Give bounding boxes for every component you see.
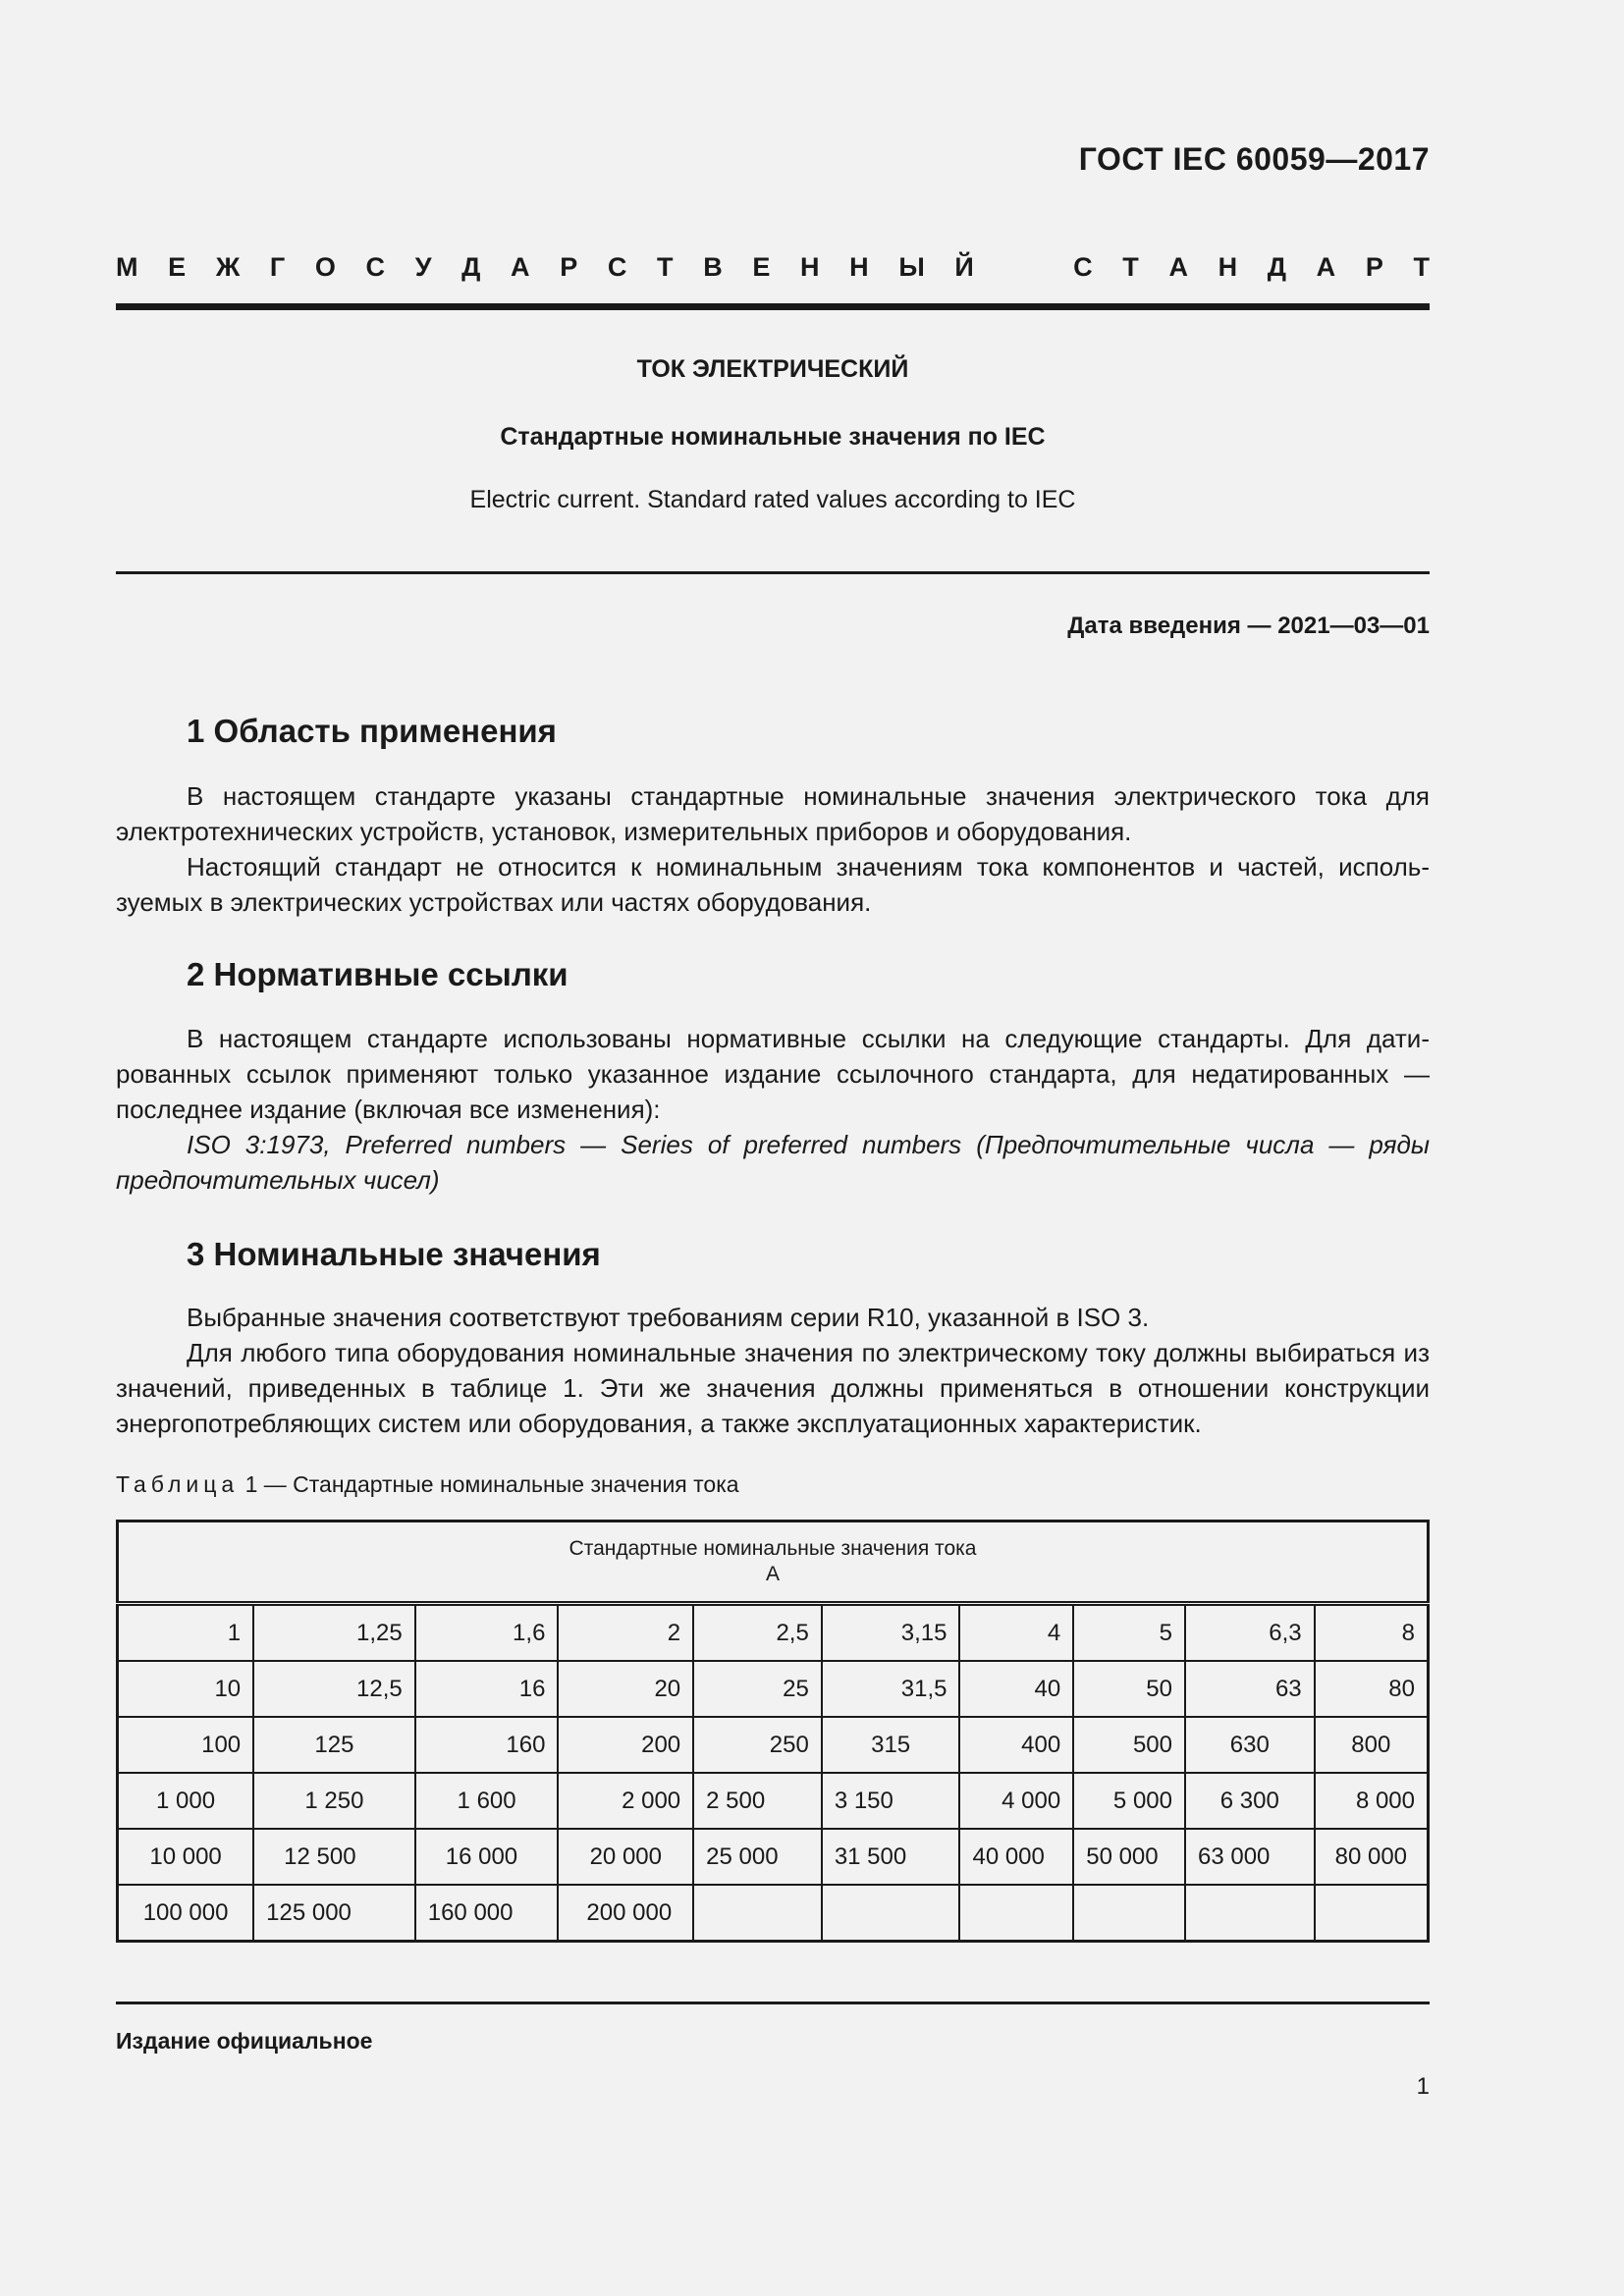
paragraph: Для любого типа оборудования номинальные значения по электрическому току должны выбираться из значений, приведенных в таблице 1. Эти же значения должны применяться в отношении конструкции энергопотребляющих систем или оборудования, а также эксплуатационных характеристик. bbox=[116, 1338, 1430, 1438]
table-cell: 5 000 bbox=[1073, 1773, 1185, 1829]
interstate-standard-banner bbox=[116, 247, 1430, 287]
banner-letter: Т bbox=[1413, 251, 1430, 282]
official-edition-label: Издание официальное bbox=[116, 2028, 373, 2054]
table-cell: 8 000 bbox=[1315, 1773, 1429, 1829]
table-cell: 1 000 bbox=[118, 1773, 254, 1829]
table-cell: 4 000 bbox=[959, 1773, 1073, 1829]
banner-letter: У bbox=[414, 251, 432, 282]
paragraph: В настоящем стандарте указаны стандартные номинальные значения электрического тока для электротехнических устройств, установок, измерительных приборов и оборудования. bbox=[116, 781, 1430, 846]
banner-letter: Д bbox=[461, 251, 481, 282]
standard-code: ГОСТ IEC 60059—2017 bbox=[1078, 141, 1430, 177]
table-cell: 1,25 bbox=[253, 1604, 415, 1662]
banner-letter: Р bbox=[1365, 251, 1383, 282]
table-cell: 12,5 bbox=[253, 1661, 415, 1717]
header-divider bbox=[116, 303, 1430, 310]
table-cell: 63 bbox=[1185, 1661, 1315, 1717]
paragraph: Выбранные значения соответствуют требованиям серии R10, указанной в ISO 3. bbox=[187, 1303, 1150, 1332]
table-cell: 2 bbox=[558, 1604, 693, 1662]
banner-letter: М bbox=[116, 251, 138, 282]
table-cell: 8 bbox=[1315, 1604, 1429, 1662]
table-cell bbox=[822, 1885, 960, 1942]
table-caption-text: 1 — Стандартные номинальные значения тока bbox=[239, 1471, 739, 1497]
banner-letter: Й bbox=[954, 251, 974, 282]
table-cell: 1 250 bbox=[253, 1773, 415, 1829]
table-cell: 125 000 bbox=[253, 1885, 415, 1942]
banner-letter: Т bbox=[657, 251, 674, 282]
banner-letter: С bbox=[365, 251, 386, 282]
table-cell bbox=[959, 1885, 1073, 1942]
introduction-date: Дата введения — 2021—03—01 bbox=[1067, 613, 1430, 639]
table-cell: 80 bbox=[1315, 1661, 1429, 1717]
table-cell: 16 bbox=[415, 1661, 559, 1717]
table-cell: 160 bbox=[415, 1717, 559, 1773]
table-cell: 400 bbox=[959, 1717, 1073, 1773]
section-heading-references: 2 Нормативные ссылки bbox=[187, 956, 568, 992]
table-row bbox=[118, 1773, 1429, 1829]
table-cell: 3 150 bbox=[822, 1773, 960, 1829]
banner-letter: Т bbox=[1122, 251, 1139, 282]
table-cell: 10 bbox=[118, 1661, 254, 1717]
banner-letter: Р bbox=[560, 251, 578, 282]
title-divider bbox=[116, 571, 1430, 574]
table-cell: 500 bbox=[1073, 1717, 1185, 1773]
table-cell: 200 bbox=[558, 1717, 693, 1773]
table-cell: 100 bbox=[118, 1717, 254, 1773]
table-cell: 80 000 bbox=[1315, 1829, 1429, 1885]
table-cell: 20 bbox=[558, 1661, 693, 1717]
banner-letter: Н bbox=[1218, 251, 1238, 282]
table-cell bbox=[1315, 1885, 1429, 1942]
paragraph: В настоящем стандарте использованы нормативные ссылки на следующие стандарты. Для датированных ссылок применяют только указанное издание ссылочного стандарта, для недатированных — последнее издание (включая все изменения): bbox=[116, 1024, 1430, 1124]
table-cell: 200 000 bbox=[558, 1885, 693, 1942]
table-cell: 6,3 bbox=[1185, 1604, 1315, 1662]
table-row bbox=[118, 1661, 1429, 1717]
banner-letter: Н bbox=[849, 251, 869, 282]
table-header bbox=[118, 1522, 1429, 1604]
reference-iso3: ISO 3:1973, Preferred numbers — Series of preferred numbers (Предпочтительные числа — ряды предпочтительных чисел) bbox=[116, 1130, 1430, 1195]
footer-divider bbox=[116, 2002, 1430, 2004]
table-cell: 1,6 bbox=[415, 1604, 559, 1662]
banner-letter: С bbox=[607, 251, 627, 282]
table-cell: 16 000 bbox=[415, 1829, 559, 1885]
table-row bbox=[118, 1829, 1429, 1885]
banner-letter: Ы bbox=[898, 251, 925, 282]
section-heading-rated-values: 3 Номинальные значения bbox=[187, 1236, 601, 1272]
table-row bbox=[118, 1885, 1429, 1942]
banner-letter: О bbox=[314, 251, 336, 282]
table-cell: 31,5 bbox=[822, 1661, 960, 1717]
table-cell: 25 000 bbox=[693, 1829, 822, 1885]
page-number: 1 bbox=[1416, 2073, 1430, 2100]
table-cell: 3,15 bbox=[822, 1604, 960, 1662]
table-cell: 50 000 bbox=[1073, 1829, 1185, 1885]
table-cell: 50 bbox=[1073, 1661, 1185, 1717]
document-subtitle: Стандартные номинальные значения по IEC bbox=[500, 423, 1046, 451]
table-cell: 40 bbox=[959, 1661, 1073, 1717]
table-cell: 40 000 bbox=[959, 1829, 1073, 1885]
table-cell: 5 bbox=[1073, 1604, 1185, 1662]
paragraph: Настоящий стандарт не относится к номинальным значениям тока компонентов и частей, используемых в электрических устройствах или частях оборудования. bbox=[116, 852, 1430, 917]
table-row bbox=[118, 1604, 1429, 1662]
table-cell bbox=[1073, 1885, 1185, 1942]
banner-letter: Г bbox=[269, 251, 286, 282]
table-cell: 4 bbox=[959, 1604, 1073, 1662]
table-cell: 2,5 bbox=[693, 1604, 822, 1662]
banner-letter: Ж bbox=[215, 251, 241, 282]
table-cell: 63 000 bbox=[1185, 1829, 1315, 1885]
table-cell: 1 bbox=[118, 1604, 254, 1662]
banner-letter: А bbox=[1168, 251, 1188, 282]
table-cell: 160 000 bbox=[415, 1885, 559, 1942]
banner-letter: Д bbox=[1267, 251, 1287, 282]
table-header-unit: А bbox=[765, 1563, 780, 1585]
table-header-row bbox=[118, 1522, 1429, 1604]
banner-letter: В bbox=[703, 251, 723, 282]
table-cell: 100 000 bbox=[118, 1885, 254, 1942]
document-title: ТОК ЭЛЕКТРИЧЕСКИЙ bbox=[636, 355, 909, 383]
table-caption bbox=[116, 1471, 739, 1498]
table-cell: 20 000 bbox=[558, 1829, 693, 1885]
table-cell: 1 600 bbox=[415, 1773, 559, 1829]
table-caption-label: Таблица bbox=[116, 1471, 240, 1497]
table-cell bbox=[1185, 1885, 1315, 1942]
table-cell: 31 500 bbox=[822, 1829, 960, 1885]
section-heading-scope: 1 Область применения bbox=[187, 713, 557, 749]
table-header-title: Стандартные номинальные значения тока bbox=[568, 1537, 977, 1560]
table-cell: 25 bbox=[693, 1661, 822, 1717]
table-cell: 10 000 bbox=[118, 1829, 254, 1885]
rated-current-table bbox=[116, 1520, 1430, 1943]
table-cell: 6 300 bbox=[1185, 1773, 1315, 1829]
banner-letter: А bbox=[1316, 251, 1336, 282]
table-cell: 630 bbox=[1185, 1717, 1315, 1773]
document-english-title: Electric current. Standard rated values according to IEC bbox=[469, 486, 1076, 513]
table-cell: 250 bbox=[693, 1717, 822, 1773]
table-cell: 800 bbox=[1315, 1717, 1429, 1773]
table-cell: 2 000 bbox=[558, 1773, 693, 1829]
table-cell: 315 bbox=[822, 1717, 960, 1773]
banner-letter: Н bbox=[800, 251, 820, 282]
banner-letter: Е bbox=[168, 251, 187, 282]
table-cell: 12 500 bbox=[253, 1829, 415, 1885]
table-cell bbox=[693, 1885, 822, 1942]
banner-letter: А bbox=[511, 251, 530, 282]
table-row bbox=[118, 1717, 1429, 1773]
table-cell: 125 bbox=[253, 1717, 415, 1773]
banner-letter: Е bbox=[752, 251, 771, 282]
banner-letter: С bbox=[1073, 251, 1093, 282]
table-cell: 2 500 bbox=[693, 1773, 822, 1829]
